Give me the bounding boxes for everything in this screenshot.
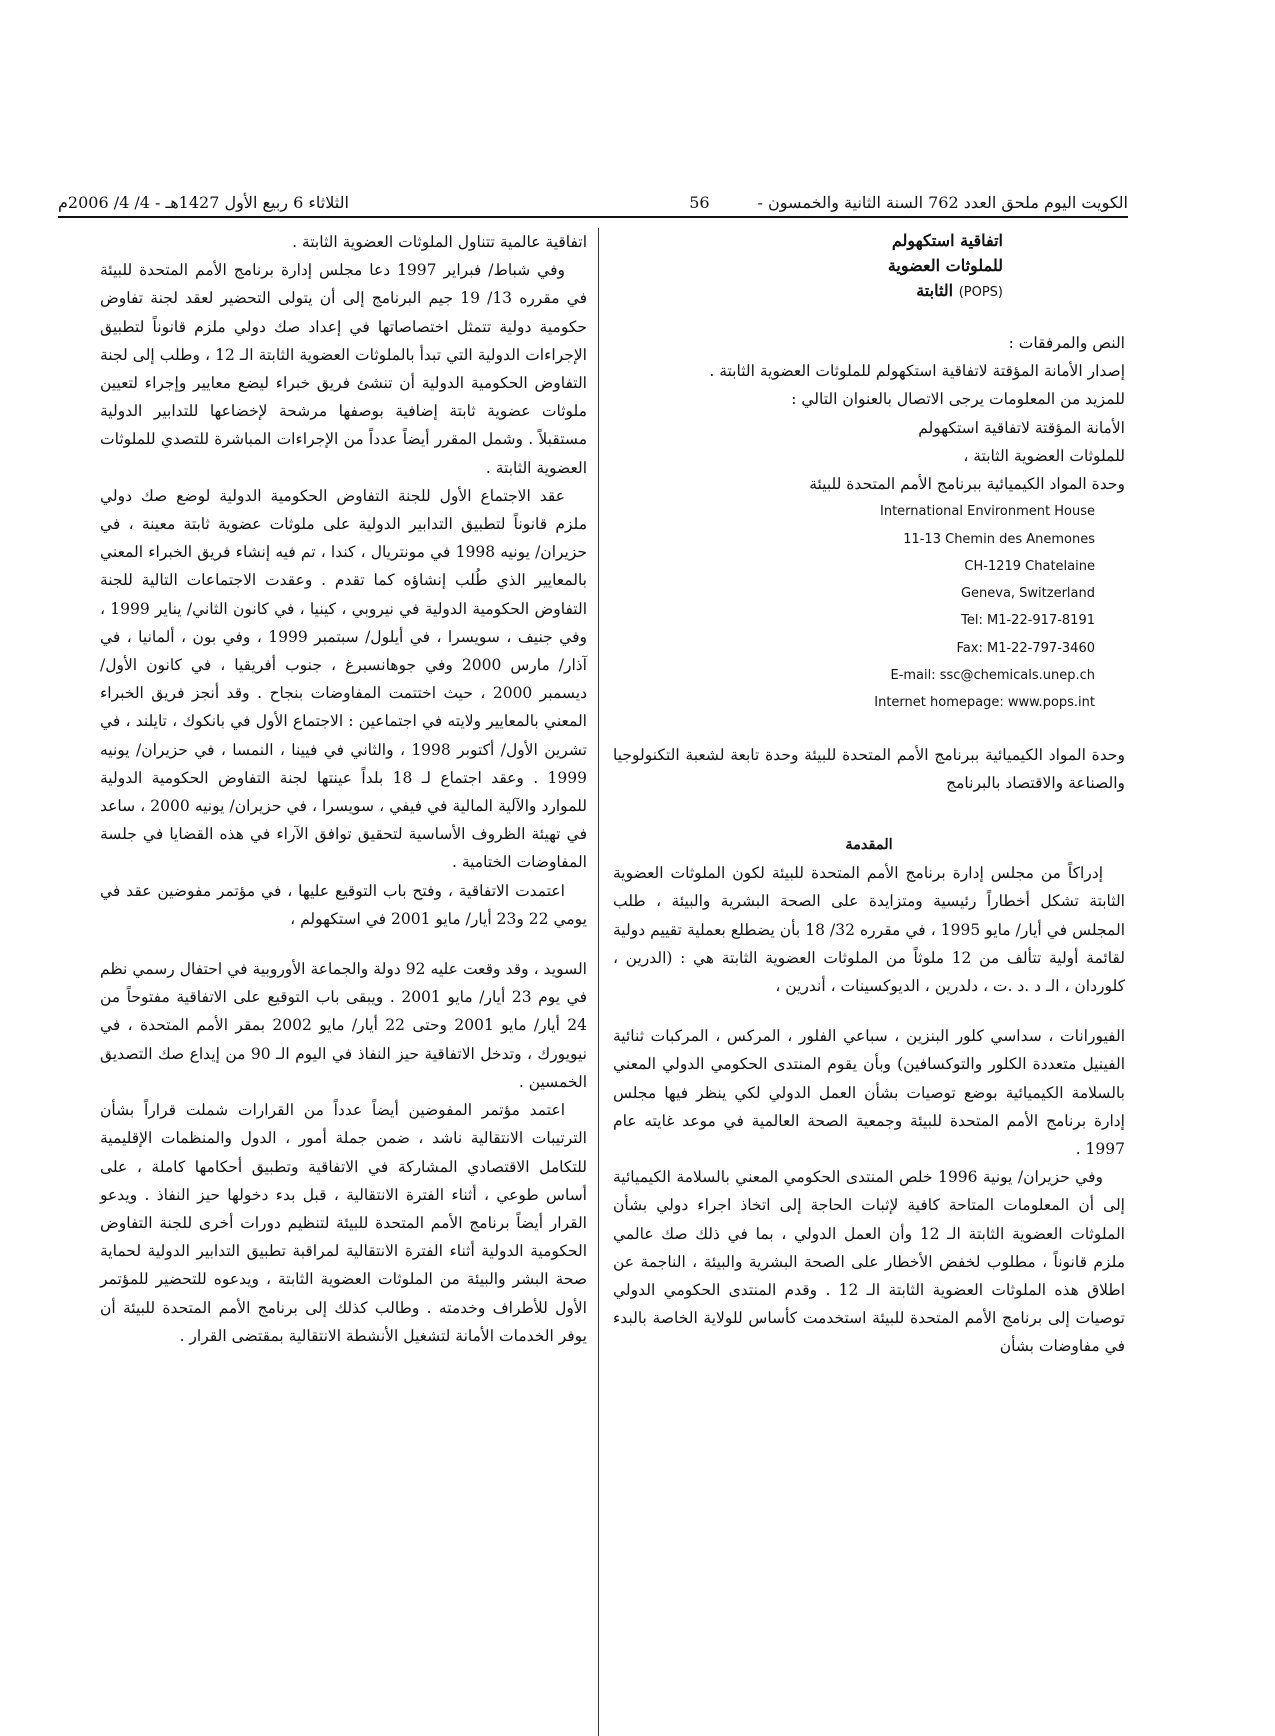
paragraph-introduction-2: الفيورانات ، سداسي كلور البنزين ، سباعي الفلور ، المركس ، المركبات ثنائية الفينيل متعددة الكلور والتوكسافين) وبأن يقوم المنتدى الحكومي الدولي المعني بالسلامة الكيميائية بوضع توصيات بشأن العمل الدولي لكي ينظر فيها مجلس إدارة برنامج الأمم المتحدة للبيئة وجمعية الصحة العالمية في موعد غايته عام 1997 . xyxy=(613,1027,1125,1159)
publication-info: الكويت اليوم ملحق العدد 762 السنة الثانية والخمسون - xyxy=(757,193,1128,212)
paragraph-left-3: عقد الاجتماع الأول للجنة التفاوض الحكومية الدولية لوضع صك دولي ملزم قانوناً لتطبيق التدابير الدولية على ملوثات عضوية ثابتة معينة ، في حزيران/ يونيه 1998 في مونتريال ، كندا ، تم فيه إنشاء فريق الخبراء المعني بالمعايير الذي طُلب إنشاؤه كما تقدم . وعقدت الاجتماعات التالية للجنة التفاوض الحكومية الدولية في نيروبي ، كينيا ، في كانون الثاني/ يناير 1999 ، وفي جنيف ، سويسرا ، في أيلول/ سبتمبر 1999 ، وفي بون ، ألمانيا ، في آذار/ مارس 2000 وفي جوهانسبرغ ، جنوب أفريقيا ، في كانون الأول/ ديسمبر 2000 ، حيث اختتمت المفاوضات بنجاح . وقد أنجز فريق الخبراء المعني بالمعايير ولايته في اجتماعين : الاجتماع الأول في بانكوك ، تايلند ، في تشرين الأول/ أكتوبر 1998 ، والثاني في فيينا ، النمسا ، في حزيران/ يونيه 1999 . وعقد اجتماع لـ 18 بلداً عينتها لجنة التفاوض الحكومية الدولية للموارد والآلية المالية في فيفي ، سويسرا ، في حزيران/ يونيه 2000 ، ساعد في تهيئة الظروف الأساسية لتحقيق توافق الآراء في هذه القضايا في جلسة المفاوضات الختامية . xyxy=(100,486,588,872)
document-title xyxy=(613,228,1003,305)
address-line: CH-1219 Chatelaine xyxy=(964,558,1095,574)
page-header xyxy=(58,178,1128,218)
issue-date: الثلاثاء 6 ربيع الأول 1427هـ - 4/ 4/ 2006م xyxy=(58,193,349,212)
title-line-1: اتفاقية استكهولم xyxy=(891,231,1003,250)
title-line-3 xyxy=(613,278,1003,305)
contact-address xyxy=(613,498,1125,716)
address-phone: Tel: M1-22-917-8191 xyxy=(961,613,1095,629)
address-line: 11-13 Chemin des Anemones xyxy=(903,531,1095,547)
text-attachments: النص والمرفقات : xyxy=(1008,334,1125,352)
paragraph-left-4: اعتمدت الاتفاقية ، وفتح باب التوقيع عليها ، في مؤتمر مفوضين عقد في يومي 22 و23 أيار/ مايو 2001 في استكهولم ، xyxy=(100,881,587,928)
title-line-2: للملوثات العضوية xyxy=(887,256,1003,275)
address-email: E-mail: ssc@chemicals.unep.ch xyxy=(890,668,1095,683)
paragraph-introduction-1: إدراكاً من مجلس إدارة برنامج الأمم المتحدة للبيئة لكون الملوثات العضوية الثابتة تشكل أخطاراً رئيسية ومتزايدة على الصحة البشرية والبيئة ، طلب المجلس في أيار/ مايو 1995 ، في مقرره 32/ 18 بأن يضطلع بعملية تقييم دولية لقائمة أولية تتألف من 12 ملوثاً من الملوثات العضوية الثابتة هي : (الدرين ، كلوردان ، الـ د .د .ت ، دلدرين ، الديوكسينات ، أندرين ، xyxy=(613,864,1126,996)
text-secretariat: الأمانة المؤقتة لاتفاقية استكهولم xyxy=(918,418,1125,437)
page-number: 56 xyxy=(689,193,710,212)
text-issued-by: إصدار الأمانة المؤقتة لاتفاقية استكهولم للملوثات العضوية الثابتة . xyxy=(709,362,1125,381)
column-divider xyxy=(598,228,599,1736)
paragraph-introduction-3: وفي حزيران/ يونية 1996 خلص المنتدى الحكومي المعني بالسلامة الكيميائية إلى أن المعلومات المتاحة كافية لإثبات الحاجة إلى اتخاذ اجراء دولي بشأن الملوثات العضوية الثابتة الـ 12 وأن العمل الدولي ، بما في ذلك صك عالمي ملزم قانوناً ، مطلوب لخفض الأخطار على الصحة البشرية والبيئة ، الناجمة عن اطلاق هذه الملوثات العضوية الثابتة الـ 12 . وقدم المنتدى الحكومي الدولي توصيات إلى برنامج الأمم المتحدة للبيئة استخدمت كأساس للولاية الخاصة بالبدء في مفاوضات بشأن xyxy=(613,1168,1126,1356)
paragraph-left-5: السويد ، وقد وقعت عليه 92 دولة والجماعة الأوروبية في احتفال رسمي نظم في يوم 23 أيار/ مايو 2001 . ويبقى باب التوقيع على الاتفاقية مفتوحاً من 24 أيار/ مايو 2001 وحتى 22 أيار/ مايو 2002 بمقر الأمم المتحدة ، في نيويورك ، وتدخل الاتفاقية حيز النفاذ في اليوم الـ 90 من إيداع صك التصديق الخمسين . xyxy=(100,960,587,1091)
section-title-introduction: المقدمة xyxy=(845,836,893,853)
address-fax: Fax: M1-22-797-3460 xyxy=(956,640,1095,656)
paragraph-left-2: وفي شباط/ فبراير 1997 دعا مجلس إدارة برنامج الأمم المتحدة للبيئة في مقرره 13/ 19 جيم البرنامج إلى أن يتولى التحضير لعقد لجنة تفاوض حكومية دولية تتمثل اختصاصاتها في إعداد صك دولي ملزم قانوناً لتطبيق الإجراءات الدولية التي تبدأ بالملوثات العضوية الثابتة الـ 12 ، وطلب إلى لجنة التفاوض الحكومية الدولية أن تنشئ فريق خبراء ليضع معايير وإجراء لتعيين ملوثات عضوية ثابتة إضافية بوصفها مرشحة لإخضاعها للتدابير الدولية مستقبلاً . وشمل المقرر أيضاً عدداً من الإجراءات المباشرة للتصدي للملوثات العضوية الثابتة . xyxy=(100,261,587,477)
address-line: Geneva, Switzerland xyxy=(960,586,1095,602)
paragraph-left-1: اتفاقية عالمية تتناول الملوثات العضوية الثابتة . xyxy=(292,233,587,251)
title-acronym: (POPS) xyxy=(958,285,1003,300)
address-line: International Environment House xyxy=(880,504,1095,520)
text-chemicals-unit: وحدة المواد الكيميائية ببرنامج الأمم المتحدة للبيئة xyxy=(809,475,1125,494)
paragraph-left-6: اعتمد مؤتمر المفوضين أيضاً عدداً من القرارات شملت قراراً بشأن الترتيبات الانتقالية ناشد ، ضمن جملة أمور ، الدول والمنظمات الإقليمية للتكامل الاقتصادي المشاركة في الاتفاقية وتطبيق أحكامها كاملة ، على أساس طوعي ، أثناء الفترة الانتقالية ، قبل بدء دخولها حيز النفاذ . ويدعو القرار أيضاً برنامج الأمم المتحدة للبيئة لتنظيم دورات أخرى للجنة التفاوض الحكومية الدولية أثناء الفترة الانتقالية لمراقبة تطبيق التدابير الدولية لحماية صحة البشر والبيئة من الملوثات العضوية الثابتة ، ويدعوه للتحضير للمؤتمر الأول للأطراف وخدمته . وطالب كذلك إلى برنامج الأمم المتحدة للبيئة أن يوفر الخدمات الأمانة لتشغيل الأنشطة الانتقالية بمقتضى القرار . xyxy=(100,1101,587,1345)
title-line-3-text: الثابتة xyxy=(916,281,954,300)
address-homepage: Internet homepage: www.pops.int xyxy=(874,695,1095,711)
text-pops: للملوثات العضوية الثابتة ، xyxy=(963,446,1125,465)
text-unit-description: وحدة المواد الكيميائية ببرنامج الأمم المتحدة للبيئة وحدة تابعة لشعبة التكنولوجيا والصناعة والاقتصاد بالبرنامج xyxy=(613,745,1125,792)
header-right xyxy=(689,193,1128,212)
text-contact: للمزيد من المعلومات يرجى الاتصال بالعنوان التالي : xyxy=(791,390,1125,409)
left-column xyxy=(100,228,587,1350)
right-column xyxy=(613,228,1125,1361)
